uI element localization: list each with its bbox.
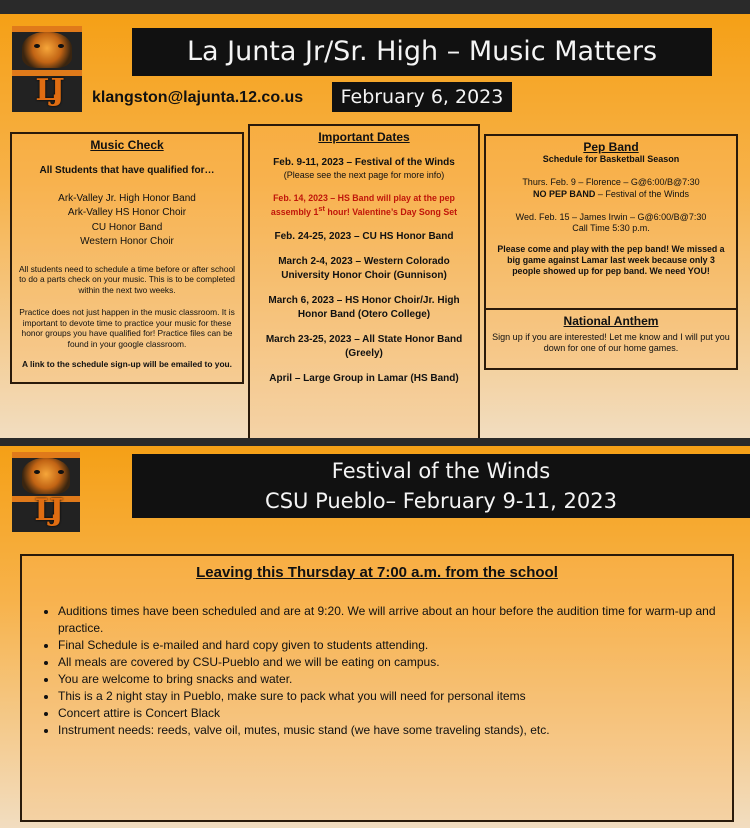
newsletter-slide-1	[0, 14, 750, 438]
pep-band-game-text: – Festival of the Winds	[595, 188, 689, 199]
parts-check-note: All students need to schedule a time before or after school to do a parts check on your music. This is to be completed within the next two weeks.	[18, 263, 236, 295]
festival-info-item: • Instrument needs: reeds, valve oil, mutes, music stand (we have some traveling stands), etc.	[58, 722, 722, 739]
practice-note: Practice does not just happen in the music classroom. It is important to devote time to practice your music for these honor groups you have qualified for! Practice files can be found in your google classroom.	[19, 307, 235, 349]
pep-band-heading: Pep Band	[583, 140, 639, 154]
date-item: March 23-25, 2023 – All State Honor Band (Greely)	[265, 334, 463, 359]
festival-info-item: • Concert attire is Concert Black	[58, 705, 722, 722]
festival-info-item: • This is a 2 night stay in Pueblo, make sure to pack what you will need for personal items	[58, 688, 722, 705]
school-logo-icon: LJ	[12, 452, 80, 532]
school-logo-icon: LJ	[12, 26, 82, 112]
date-item: Feb. 9-11, 2023 – Festival of the Winds	[273, 157, 455, 168]
national-anthem-panel	[484, 308, 738, 370]
page-title	[132, 28, 712, 76]
pep-band-plea: Please come and play with the pep band! We missed a big game against Lamar last week because only 3 people showed up for pep band. We need YOU!	[497, 244, 725, 277]
pep-band-panel	[484, 134, 738, 310]
music-check-intro: All Students that have qualified for…	[39, 165, 215, 176]
date-item-text: Feb. 14, 2023 – HS Band will play at the pep assembly 1	[270, 192, 455, 217]
date-item: March 2-4, 2023 – Western Colorado University Honor Choir (Gunnison)	[278, 256, 450, 281]
no-pep-band-label: NO PEP BAND	[533, 188, 596, 199]
national-anthem-text: Sign up if you are interested! Let me know and I will put you down for one of our home games.	[492, 332, 730, 354]
date-item-sup: st	[318, 203, 325, 213]
honor-group-item: Ark-Valley Jr. High Honor Band	[58, 192, 196, 204]
important-dates-panel	[248, 124, 480, 438]
important-dates-heading: Important Dates	[318, 130, 410, 144]
festival-info-item: • You are welcome to bring snacks and water.	[58, 671, 722, 688]
pep-band-subheading: Schedule for Basketball Season	[542, 154, 680, 164]
date-item-pep-assembly	[256, 193, 472, 218]
festival-info-item: • Final Schedule is e-mailed and hard copy given to students attending.	[58, 637, 722, 654]
signup-link-note: A link to the schedule sign-up will be emailed to you.	[21, 359, 233, 369]
issue-date	[332, 82, 512, 112]
festival-details-panel	[20, 554, 734, 822]
honor-group-item: Western Honor Choir	[80, 236, 174, 247]
email-address: klangston@lajunta.12.co.us	[92, 89, 304, 106]
music-check-heading: Music Check	[90, 138, 164, 152]
date-item-text: hour! Valentine’s Day Song Set	[324, 206, 458, 217]
national-anthem-heading: National Anthem	[563, 314, 659, 328]
festival-info-item: • All meals are covered by CSU-Pueblo and we will be eating on campus.	[58, 654, 722, 671]
pep-band-game: Thurs. Feb. 9 – Florence – G@6:00/B@7:30	[522, 177, 700, 188]
pep-band-game	[492, 189, 730, 200]
newsletter-slide-2	[0, 446, 750, 828]
call-time: Call Time 5:30 p.m.	[572, 223, 650, 233]
honor-group-item: CU Honor Band	[91, 221, 163, 233]
issue-date-text: February 6, 2023	[340, 86, 504, 108]
pep-band-game: Wed. Feb. 15 – James Irwin – G@6:00/B@7:30	[515, 211, 707, 222]
date-item: April – Large Group in Lamar (HS Band)	[269, 373, 459, 385]
title-text: La Junta Jr/Sr. High – Music Matters	[186, 36, 658, 67]
festival-title	[132, 454, 750, 518]
festival-info-item: • Auditions times have been scheduled and are at 9:20. We will arrive about an hour before the audition time for warm-up and practice.	[58, 603, 722, 637]
music-check-panel	[10, 132, 244, 384]
departure-heading: Leaving this Thursday at 7:00 a.m. from the school	[196, 564, 558, 581]
date-item-note: (Please see the next page for more info)	[283, 169, 445, 180]
festival-info-list	[32, 603, 722, 739]
honor-group-item: Ark-Valley HS Honor Choir	[67, 207, 187, 218]
date-item: March 6, 2023 – HS Honor Choir/Jr. High Honor Band (Otero College)	[268, 295, 460, 320]
honor-group-list	[18, 192, 236, 250]
festival-title-line: Festival of the Winds	[331, 459, 551, 483]
date-item: Feb. 24-25, 2023 – CU HS Honor Band	[274, 230, 454, 242]
festival-title-line: CSU Pueblo– February 9-11, 2023	[265, 489, 617, 513]
